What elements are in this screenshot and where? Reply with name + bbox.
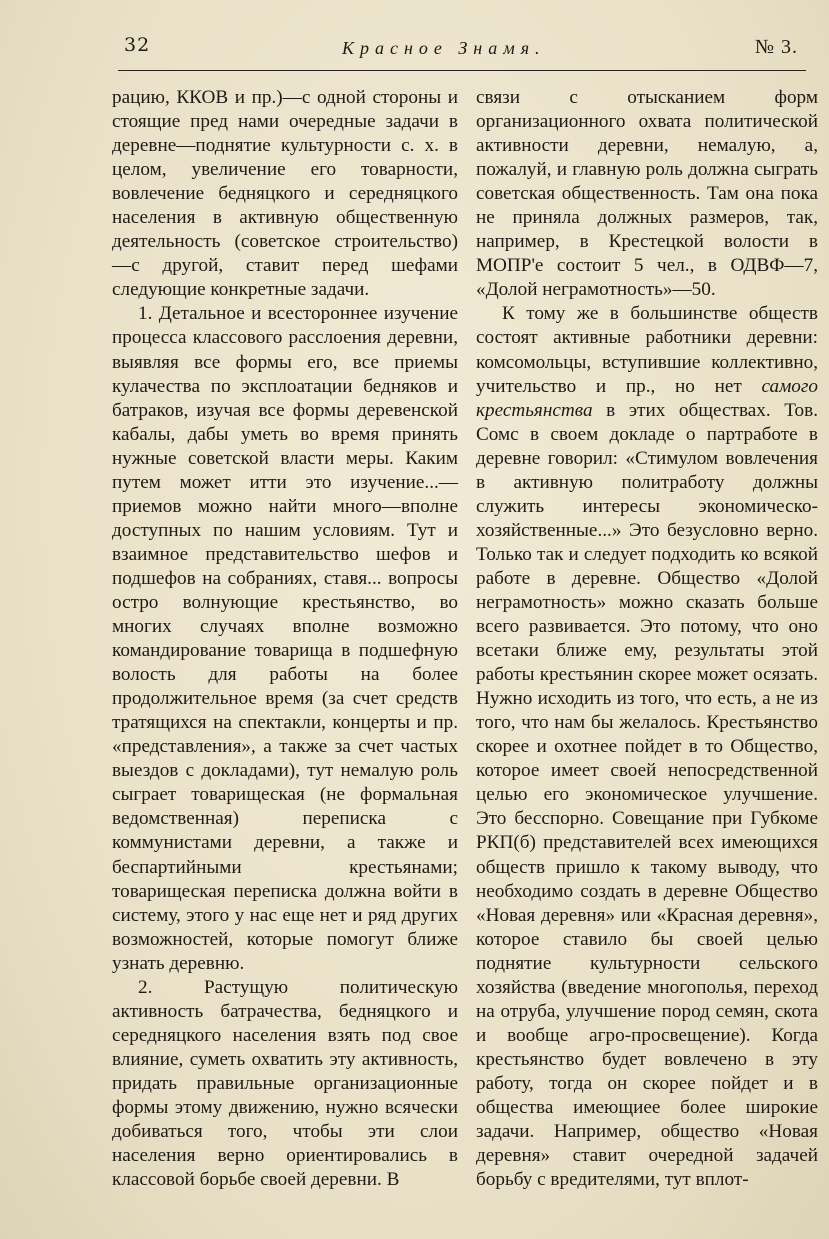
right-paragraph-2-rest: в этих обществах. Тов. Сомс в своем докладе о партработе в деревне говорил: «Стимулом вовлечения в активную политработу должны служить интересы экономическо-хозяйственные...» Это безусловно верно. Только так и следует подходить ко всякой работе в деревне. Общество «Долой неграмотность» можно сказать больше всего развивается. Это потому, что оно всетаки ближе ему, результаты этой работы крестьянин скорее может осязать. Нужно исходить из того, что есть, а не из того, что нам бы желалось. Крестьянство скорее и охотнее пойдет в то Общество, которое имеет своей непосредственной целью его экономическое улучшение. Это бесспорно. Совещание при Губкоме РКП(б) представителей всех имеющихся обществ пришло к такому выводу, что необходимо создать в деревне Общество «Новая деревня» или «Красная деревня», которое ставило бы своей целью поднятие культурности сельского хозяйства (введение многополья, переход на отруба, улучшение пород семян, скота и вообще агро-просвещение). Когда крестьянство будет вовлечено в эту работу, тогда он скорее пойдет и в общества имеющиее более широкие задачи. Например, общество «Новая деревня» ставит очередной задачей борьбу с вредителями, тут вплот- [476, 399, 818, 1191]
right-paragraph-2-start: К тому же в большинстве обществ состоят активные работники деревни: комсомольцы, вступившие коллективно, учительство и пр., но нет [476, 303, 818, 397]
page-header [118, 34, 798, 68]
page-number: 32 [124, 34, 151, 56]
left-column [112, 86, 458, 1192]
right-paragraph-2 [476, 302, 818, 1192]
left-paragraph-3: 2. Растущую политическую активность батрачества, бедняцкого и середняцкого населения взять под свое влияние, суметь охватить эту активность, придать правильные организационные формы этому движению, нужно всячески добиваться того, чтобы эти слои населения верно ориентировались в классовой борьбе своей деревни. В [112, 976, 458, 1191]
journal-title: Красное Знамя. [342, 38, 546, 58]
right-column [476, 86, 818, 1192]
right-paragraph-1: связи с отысканием форм организационного охвата политической активности деревни, немалую, а, пожалуй, и главную роль должна сыграть советская общественность. Там она пока не приняла должных размеров, так, например, в Крестецкой волости в МОПР'е состоит 5 чел., в ОДВФ—7, «Долой неграмотность»—50. [476, 87, 818, 301]
issue-number: № 3. [754, 36, 798, 58]
header-rule [118, 70, 806, 71]
left-paragraph-2: 1. Детальное и всестороннее изучение процесса классового расслоения деревни, выявляя все формы его, все приемы кулачества по эксплоатации бедняков и батраков, изучая все формы деревенской кабалы, дабы уметь во время принять нужные советской власти меры. Каким путем может итти это изучение...—приемов можно найти много—вполне доступных по нашим условиям. Тут и взаимное представительство шефов и подшефов на собраниях, ставя... вопросы остро волнующие крестьянство, во многих случаях вполне возможно командирование товарища в подшефную волость для работы на более продолжительное время (за счет средств тратящихся на спектакли, концерты и пр. «представления», а также за счет частых выездов с докладами), тут немалую роль сыграет товарищеская (не формальная ведомственная) переписка с коммунистами деревни, а также и беспартийными крестьянами; товарищеская переписка должна войти в систему, этого у нас еще нет и ряд других возможностей, которые помогут ближе узнать деревню. [112, 303, 458, 974]
left-paragraph-1: рацию, ККОВ и пр.)—с одной стороны и стоящие пред нами очередные задачи в деревне—поднятие культурности с. х. в целом, увеличение его товарности, вовлечение бедняцкого и середняцкого населения в активную общественную деятельность (советское строительство)—с другой, ставит перед шефами следующие конкретные задачи. [112, 87, 458, 301]
emphasis-text: самого крестьянства [476, 375, 818, 421]
